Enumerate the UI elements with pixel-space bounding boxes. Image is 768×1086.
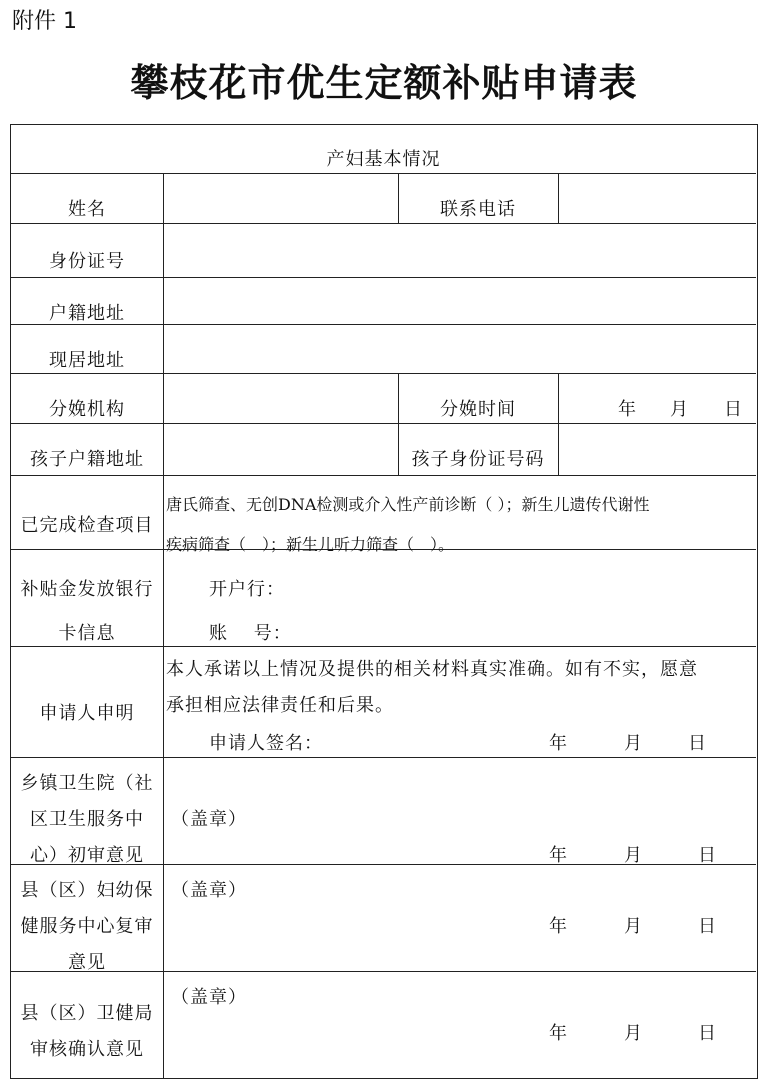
county-health-year: 年 <box>549 1023 568 1044</box>
county-mch-month: 月 <box>624 916 643 937</box>
label-township-line3: 心）初审意见 <box>30 845 144 866</box>
delivery-year: 年 <box>618 399 637 420</box>
declaration-line2: 承担相应法律责任和后果。 <box>166 695 394 716</box>
county-health-seal: （盖章） <box>171 987 247 1008</box>
signature-label: 申请人签名： <box>209 733 323 754</box>
township-year: 年 <box>549 845 568 866</box>
county-health-month: 月 <box>624 1023 643 1044</box>
county-mch-day: 日 <box>698 916 717 937</box>
declaration-year: 年 <box>549 733 568 754</box>
label-county-health-line2: 审核确认意见 <box>30 1039 144 1060</box>
label-id-number: 身份证号 <box>49 251 125 272</box>
checks-line2: 疾病筛查（ ）；新生儿听力筛查（ ）。 <box>166 535 455 554</box>
label-name: 姓名 <box>68 199 106 220</box>
bank-account-label: 账 号： <box>209 623 292 644</box>
label-county-health-line1: 县（区）卫健局 <box>20 1003 154 1024</box>
county-health-day: 日 <box>698 1023 717 1044</box>
label-delivery-time: 分娩时间 <box>440 399 516 420</box>
checks-line1: 唐氏筛查、无创DNA检测或介入性产前诊断（ ）；新生儿遗传代谢性 <box>166 495 650 514</box>
label-phone: 联系电话 <box>440 199 516 220</box>
label-child-id: 孩子身份证号码 <box>411 449 545 470</box>
declaration-day: 日 <box>688 733 707 754</box>
section-basic-info: 产妇基本情况 <box>326 149 441 170</box>
declaration-line1: 本人承诺以上情况及提供的相关材料真实准确。如有不实，愿意 <box>166 659 698 680</box>
attachment-label: 附件 1 <box>12 9 77 34</box>
form-title: 攀枝花市优生定额补贴申请表 <box>130 61 638 105</box>
label-county-mch-line3: 意见 <box>68 952 106 973</box>
bank-name-label: 开户行： <box>209 579 285 600</box>
label-hukou-address: 户籍地址 <box>49 303 125 324</box>
label-declaration: 申请人申明 <box>39 703 135 724</box>
declaration-month: 月 <box>624 733 643 754</box>
subsidy-application-form <box>10 124 758 1079</box>
delivery-day: 日 <box>724 399 743 420</box>
township-month: 月 <box>624 845 643 866</box>
label-child-hukou: 孩子户籍地址 <box>30 449 144 470</box>
label-township-line1: 乡镇卫生院（社 <box>20 773 154 794</box>
label-checks: 已完成检查项目 <box>20 515 154 536</box>
label-township-line2: 区卫生服务中 <box>30 809 144 830</box>
delivery-month: 月 <box>670 399 689 420</box>
township-day: 日 <box>698 845 717 866</box>
county-mch-year: 年 <box>549 916 568 937</box>
township-seal: （盖章） <box>171 809 247 830</box>
label-bank-line2: 卡信息 <box>58 623 116 644</box>
label-current-address: 现居地址 <box>49 350 125 371</box>
label-county-mch-line1: 县（区）妇幼保 <box>20 880 154 901</box>
label-delivery-institution: 分娩机构 <box>49 399 125 420</box>
county-mch-seal: （盖章） <box>171 880 247 901</box>
label-bank-line1: 补贴金发放银行 <box>20 579 154 600</box>
label-county-mch-line2: 健服务中心复审 <box>20 916 154 937</box>
